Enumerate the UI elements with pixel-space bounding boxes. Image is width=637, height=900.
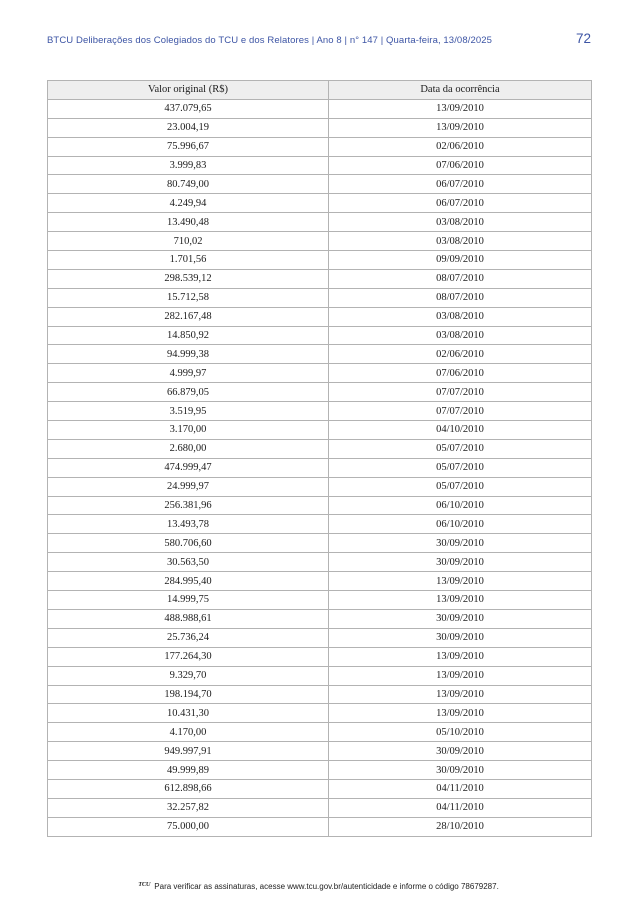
cell-data-ocorrencia: 13/09/2010 [329,647,592,666]
cell-data-ocorrencia: 13/09/2010 [329,118,592,137]
cell-valor-original: 66.879,05 [48,383,329,402]
table-row [48,798,592,817]
cell-valor-original: 15.712,58 [48,288,329,307]
table-row [48,647,592,666]
cell-valor-original: 30.563,50 [48,553,329,572]
cell-data-ocorrencia: 07/06/2010 [329,156,592,175]
cell-data-ocorrencia: 13/09/2010 [329,685,592,704]
cell-valor-original: 3.999,83 [48,156,329,175]
table-row [48,515,592,534]
table-row [48,175,592,194]
cell-data-ocorrencia: 30/09/2010 [329,742,592,761]
table-row [48,421,592,440]
cell-data-ocorrencia: 13/09/2010 [329,572,592,591]
table-row [48,364,592,383]
table-row [48,779,592,798]
cell-valor-original: 256.381,96 [48,496,329,515]
cell-valor-original: 284.995,40 [48,572,329,591]
table-row [48,666,592,685]
table-row [48,761,592,780]
data-table [47,80,592,837]
table-row [48,402,592,421]
table-row [48,458,592,477]
table-row [48,685,592,704]
cell-data-ocorrencia: 30/09/2010 [329,553,592,572]
table-row [48,572,592,591]
cell-data-ocorrencia: 30/09/2010 [329,761,592,780]
cell-valor-original: 9.329,70 [48,666,329,685]
cell-data-ocorrencia: 03/08/2010 [329,232,592,251]
cell-valor-original: 198.194,70 [48,685,329,704]
cell-data-ocorrencia: 07/06/2010 [329,364,592,383]
tcu-logo-icon: TCU [138,881,151,889]
cell-valor-original: 2.680,00 [48,439,329,458]
cell-data-ocorrencia: 04/11/2010 [329,798,592,817]
cell-valor-original: 14.999,75 [48,591,329,610]
cell-valor-original: 75.996,67 [48,137,329,156]
cell-data-ocorrencia: 30/09/2010 [329,534,592,553]
table-row [48,477,592,496]
cell-valor-original: 612.898,66 [48,779,329,798]
cell-valor-original: 14.850,92 [48,326,329,345]
table-row [48,213,592,232]
cell-data-ocorrencia: 30/09/2010 [329,609,592,628]
cell-valor-original: 282.167,48 [48,307,329,326]
cell-valor-original: 10.431,30 [48,704,329,723]
table-row [48,496,592,515]
cell-data-ocorrencia: 07/07/2010 [329,402,592,421]
table-row [48,194,592,213]
cell-valor-original: 25.736,24 [48,628,329,647]
cell-data-ocorrencia: 04/10/2010 [329,421,592,440]
table-row [48,383,592,402]
cell-valor-original: 4.170,00 [48,723,329,742]
table-row [48,609,592,628]
cell-valor-original: 437.079,65 [48,99,329,118]
table-row [48,553,592,572]
table-row [48,742,592,761]
table-row [48,232,592,251]
cell-data-ocorrencia: 03/08/2010 [329,307,592,326]
table-header [48,81,592,100]
cell-data-ocorrencia: 30/09/2010 [329,628,592,647]
cell-data-ocorrencia: 13/09/2010 [329,591,592,610]
document-header-title: BTCU Deliberações dos Colegiados do TCU e dos Relatores | Ano 8 | n° 147 | Quarta-feira, 13/08/2025 [47,35,492,46]
table-row [48,156,592,175]
cell-valor-original: 32.257,82 [48,798,329,817]
table-row [48,118,592,137]
table-row [48,345,592,364]
cell-data-ocorrencia: 06/07/2010 [329,194,592,213]
table-row [48,704,592,723]
cell-data-ocorrencia: 13/09/2010 [329,99,592,118]
cell-valor-original: 3.519,95 [48,402,329,421]
cell-valor-original: 1.701,56 [48,251,329,270]
cell-data-ocorrencia: 02/06/2010 [329,345,592,364]
cell-data-ocorrencia: 08/07/2010 [329,288,592,307]
cell-valor-original: 474.999,47 [48,458,329,477]
column-header-valor-original: Valor original (R$) [48,81,329,100]
cell-data-ocorrencia: 02/06/2010 [329,137,592,156]
table-row [48,99,592,118]
cell-valor-original: 710,02 [48,232,329,251]
cell-valor-original: 3.170,00 [48,421,329,440]
cell-valor-original: 488.988,61 [48,609,329,628]
cell-data-ocorrencia: 05/07/2010 [329,458,592,477]
cell-data-ocorrencia: 06/10/2010 [329,515,592,534]
cell-data-ocorrencia: 05/10/2010 [329,723,592,742]
table-row [48,251,592,270]
table-row [48,723,592,742]
cell-data-ocorrencia: 03/08/2010 [329,213,592,232]
table-header-row [48,81,592,100]
footer-verification-text: Para verificar as assinaturas, acesse www.tcu.gov.br/autenticidade e informe o código 78679287. [154,882,499,891]
page-number: 72 [575,31,591,46]
table-row [48,534,592,553]
cell-data-ocorrencia: 07/07/2010 [329,383,592,402]
table-row [48,307,592,326]
cell-valor-original: 80.749,00 [48,175,329,194]
cell-data-ocorrencia: 06/07/2010 [329,175,592,194]
table-body [48,99,592,836]
cell-valor-original: 580.706,60 [48,534,329,553]
page-header [47,31,591,46]
cell-data-ocorrencia: 03/08/2010 [329,326,592,345]
table-row [48,817,592,836]
cell-valor-original: 23.004,19 [48,118,329,137]
cell-data-ocorrencia: 05/07/2010 [329,477,592,496]
cell-data-ocorrencia: 06/10/2010 [329,496,592,515]
cell-valor-original: 949.997,91 [48,742,329,761]
cell-data-ocorrencia: 28/10/2010 [329,817,592,836]
table-row [48,628,592,647]
cell-valor-original: 4.999,97 [48,364,329,383]
cell-data-ocorrencia: 04/11/2010 [329,779,592,798]
column-header-data-ocorrencia: Data da ocorrência [329,81,592,100]
cell-valor-original: 13.493,78 [48,515,329,534]
cell-data-ocorrencia: 08/07/2010 [329,269,592,288]
cell-valor-original: 94.999,38 [48,345,329,364]
table-row [48,591,592,610]
table-row [48,288,592,307]
cell-data-ocorrencia: 05/07/2010 [329,439,592,458]
cell-valor-original: 24.999,97 [48,477,329,496]
cell-data-ocorrencia: 09/09/2010 [329,251,592,270]
cell-valor-original: 298.539,12 [48,269,329,288]
cell-valor-original: 4.249,94 [48,194,329,213]
cell-valor-original: 177.264,30 [48,647,329,666]
cell-valor-original: 49.999,89 [48,761,329,780]
page-footer [0,882,637,891]
table-row [48,137,592,156]
cell-valor-original: 13.490,48 [48,213,329,232]
cell-valor-original: 75.000,00 [48,817,329,836]
cell-data-ocorrencia: 13/09/2010 [329,704,592,723]
table-row [48,439,592,458]
table-row [48,326,592,345]
cell-data-ocorrencia: 13/09/2010 [329,666,592,685]
table-row [48,269,592,288]
